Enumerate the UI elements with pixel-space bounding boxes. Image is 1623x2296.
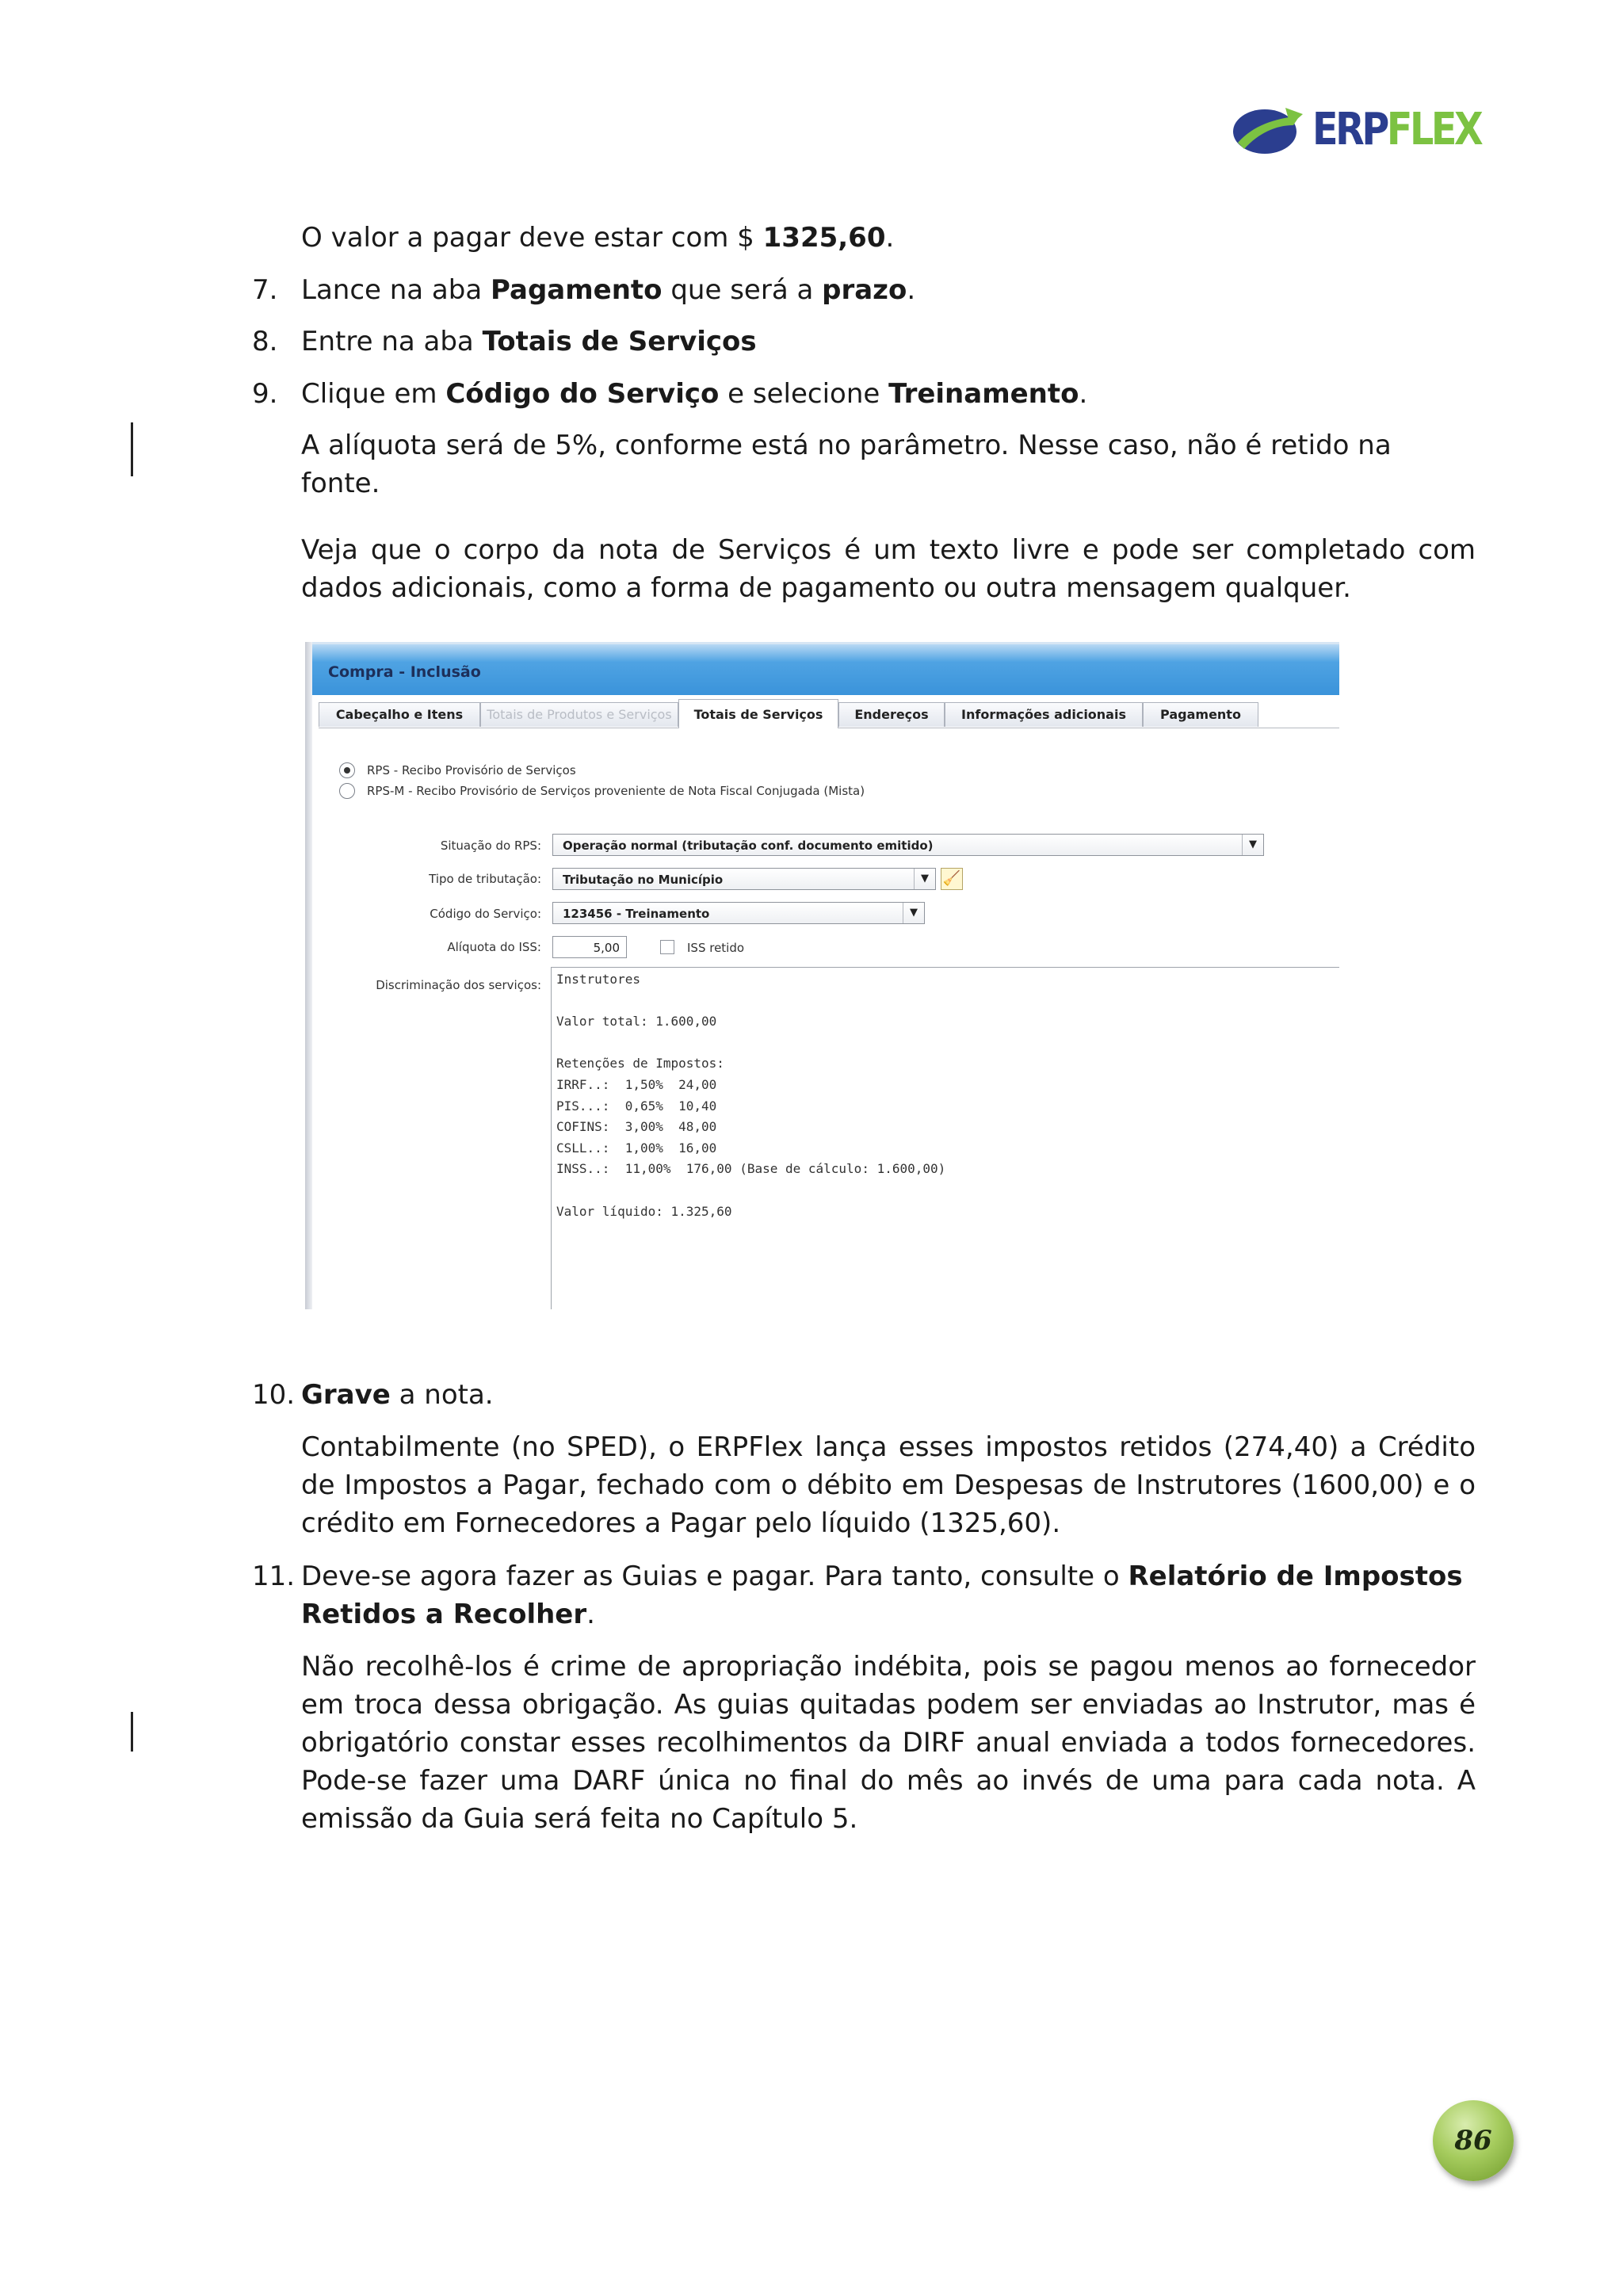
- discriminacao-line: [556, 1180, 1339, 1201]
- iss-retido-label: ISS retido: [687, 941, 745, 955]
- step-number: 8.: [252, 326, 278, 357]
- label-aliquota-iss: Alíquota do ISS:: [447, 940, 541, 954]
- iss-retido-checkbox[interactable]: [660, 940, 674, 954]
- discriminacao-line: Instrutores: [556, 972, 640, 987]
- situacao-rps-value: Operação normal (tributação conf. documento emitido): [563, 839, 934, 853]
- clear-broom-icon[interactable]: 🧹: [941, 868, 963, 890]
- step-number: 11.: [252, 1561, 296, 1592]
- revision-bar: [131, 1712, 133, 1752]
- discriminacao-line: CSLL..: 1,00% 16,00: [556, 1140, 717, 1156]
- situacao-rps-select[interactable]: [552, 834, 1264, 856]
- erpflex-swoosh-icon: [1230, 101, 1303, 159]
- discriminacao-line: Valor líquido: 1.325,60: [556, 1203, 732, 1219]
- compra-inclusao-screenshot: [305, 642, 1339, 1309]
- tipo-tributacao-select[interactable]: [552, 868, 936, 890]
- step-number: 9.: [252, 378, 278, 410]
- erpflex-wordmark: ERPFLEX: [1312, 104, 1481, 155]
- discriminacao-line: Retenções de Impostos:: [556, 1056, 724, 1072]
- discriminacao-line: Valor total: 1.600,00: [556, 1014, 717, 1030]
- tipo-tributacao-value: Tributação no Município: [563, 873, 724, 887]
- erpflex-logo: [1230, 101, 1484, 159]
- step-number: 7.: [252, 274, 278, 306]
- label-discriminacao: Discriminação dos serviços:: [376, 978, 541, 992]
- step-8: Entre na aba Totais de Serviços: [301, 326, 757, 357]
- valor-line: O valor a pagar deve estar com $ 1325,60.: [301, 222, 895, 254]
- tab-informacoes-adicionais[interactable]: Informações adicionais: [945, 702, 1143, 727]
- discriminacao-line: IRRF..: 1,50% 24,00: [556, 1076, 717, 1092]
- label-codigo-servico: Código do Serviço:: [430, 907, 541, 921]
- step-7: Lance na aba Pagamento que será a prazo.: [301, 274, 916, 306]
- tab-cabecalho-itens[interactable]: Cabeçalho e Itens: [319, 702, 480, 727]
- discriminacao-textarea[interactable]: [551, 967, 1339, 1309]
- window-title: Compra - Inclusão: [328, 663, 481, 681]
- window-left-border: [305, 642, 312, 1309]
- recolher-note: Não recolhê-los é crime de apropriação indébita, pois se pagou menos ao fornecedor em troca dessa obrigação. As guias quitadas podem ser enviadas ao Instrutor, mas é obrigatório constar esses recolhimentos da DIRF anual enviada a todos fornecedores. Pode-se fazer uma DARF única no final do mês ao invés de uma para cada nota. A emissão da Guia será feita no Capítulo 5.: [301, 1651, 1476, 1835]
- chevron-down-icon[interactable]: ▼: [903, 903, 924, 923]
- aliquota-iss-input[interactable]: 5,00: [552, 936, 627, 958]
- discriminacao-line: COFINS: 3,00% 48,00: [556, 1119, 717, 1135]
- discriminacao-line: [556, 991, 1339, 1012]
- chevron-down-icon[interactable]: ▼: [914, 869, 935, 889]
- radio-rps-label: RPS - Recibo Provisório de Serviços: [367, 763, 576, 777]
- step-9: Clique em Código do Serviço e selecione Treinamento.: [301, 378, 1088, 410]
- tab-pagamento[interactable]: Pagamento: [1143, 702, 1258, 727]
- label-tipo-tributacao: Tipo de tributação:: [429, 872, 541, 886]
- step-11: Deve-se agora fazer as Guias e pagar. Para tanto, consulte o Relatório de Impostos Retidos a Recolher.: [301, 1561, 1463, 1630]
- aliquota-note: A alíquota será de 5%, conforme está no parâmetro. Nesse caso, não é retido na fonte.: [301, 430, 1392, 499]
- corpo-note: Veja que o corpo da nota de Serviços é um texto livre e pode ser completado com dados adicionais, como a forma de pagamento ou outra mensagem qualquer.: [301, 534, 1476, 604]
- radio-rps-m-label: RPS-M - Recibo Provisório de Serviços proveniente de Nota Fiscal Conjugada (Mista): [367, 784, 865, 798]
- tab-totais-servicos[interactable]: Totais de Serviços: [678, 699, 838, 728]
- chevron-down-icon[interactable]: ▼: [1242, 835, 1263, 855]
- page-number-badge: 86: [1433, 2100, 1514, 2181]
- step-10: Grave a nota.: [301, 1379, 494, 1411]
- discriminacao-line: [556, 1033, 1339, 1054]
- tab-enderecos[interactable]: Endereços: [838, 702, 945, 727]
- contabil-note: Contabilmente (no SPED), o ERPFlex lança esses impostos retidos (274,40) a Crédito de Impostos a Pagar, fechado com o débito em Despesas de Instrutores (1600,00) e o crédito em Fornecedores a Pagar pelo líquido (1325,60).: [301, 1431, 1476, 1539]
- tab-totais-produtos-servicos[interactable]: Totais de Produtos e Serviços: [480, 702, 678, 727]
- discriminacao-line: PIS...: 0,65% 10,40: [556, 1098, 717, 1114]
- revision-bar: [131, 422, 133, 476]
- discriminacao-line: INSS..: 11,00% 176,00 (Base de cálculo: 1.600,00): [556, 1161, 946, 1177]
- label-situacao-rps: Situação do RPS:: [440, 839, 541, 853]
- step-number: 10.: [252, 1379, 296, 1411]
- codigo-servico-value: 123456 - Treinamento: [563, 907, 710, 921]
- codigo-servico-select[interactable]: [552, 902, 925, 924]
